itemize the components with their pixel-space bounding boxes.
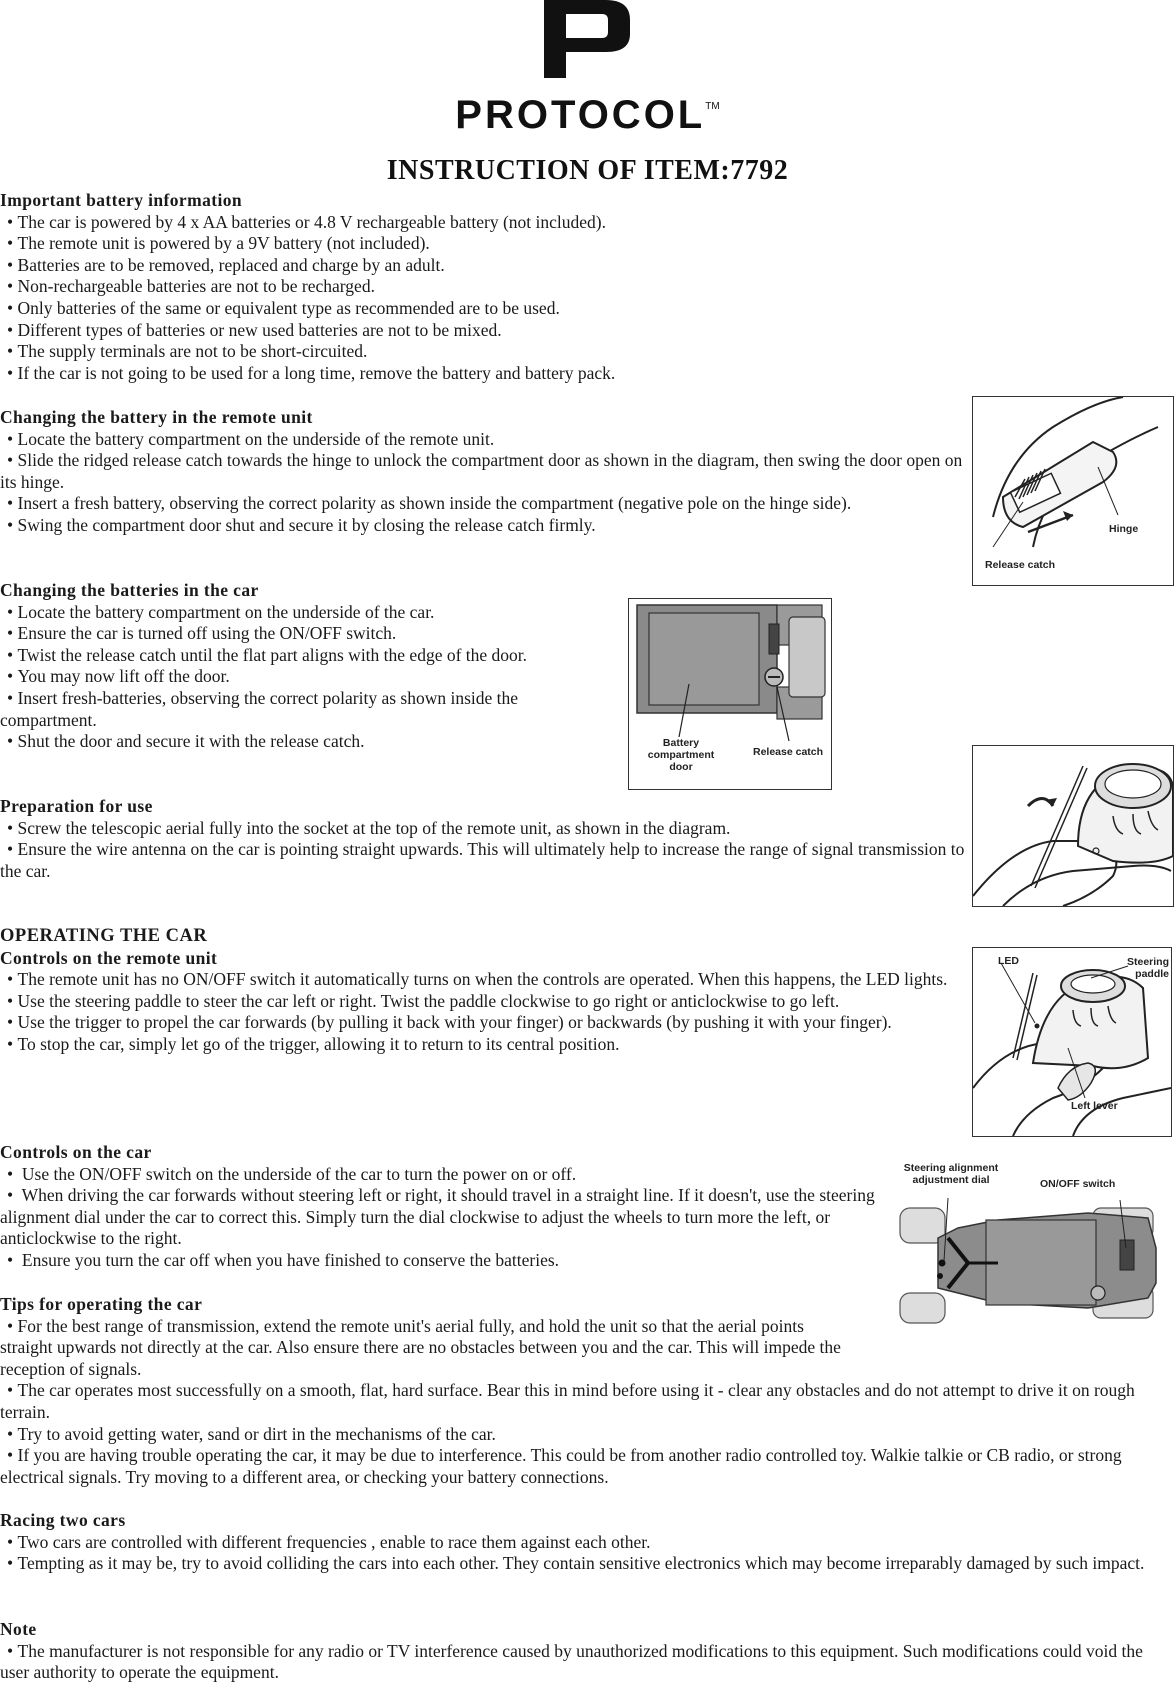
aerial-diagram: [973, 746, 1173, 906]
label-release-catch: Release catch: [985, 559, 1056, 571]
list-item: • Use the ON/OFF switch on the underside of the car to turn the power on or off.: [0, 1164, 875, 1186]
section-heading: Note: [0, 1619, 37, 1639]
figure-car-controls: [888, 1158, 1172, 1326]
list-item: • Twist the release catch until the flat part aligns with the edge of the door.: [0, 645, 610, 667]
list-item: • The car operates most successfully on a smooth, flat, hard surface. Bear this in mind before using it - clear any obstacles and do not attempt to drive it on rough terrain.: [0, 1380, 1170, 1423]
list-item: • Use the steering paddle to steer the car left or right. Twist the paddle clockwise to go right or anticlockwise to go left.: [0, 991, 955, 1013]
list-item: • Try to avoid getting water, sand or dirt in the mechanisms of the car.: [0, 1424, 1170, 1446]
list-item: • You may now lift off the door.: [0, 666, 610, 688]
list-item: • Different types of batteries or new used batteries are not to be mixed.: [0, 320, 760, 342]
label-hinge: Hinge: [1109, 523, 1139, 535]
section-heading: Racing two cars: [0, 1510, 126, 1530]
list-item: • Batteries are to be removed, replaced and charge by an adult.: [0, 255, 760, 277]
trademark: TM: [705, 101, 720, 112]
list-item: • Tempting as it may be, try to avoid colliding the cars into each other. They contain sensitive electronics which may become irreparably damaged by such impact.: [0, 1553, 1170, 1575]
list-item: • Swing the compartment door shut and secure it by closing the release catch firmly.: [0, 515, 965, 537]
list-item: • The car is powered by 4 x AA batteries or 4.8 V rechargeable battery (not included).: [0, 212, 760, 234]
list-item: • Locate the battery compartment on the underside of the car.: [0, 602, 610, 624]
label-left-lever: Left lever: [1071, 1100, 1118, 1112]
list-item: • The supply terminals are not to be short-circuited.: [0, 341, 760, 363]
list-item: • For the best range of transmission, extend the remote unit's aerial fully, and hold the unit so that the aerial points straight upwards not directly at the car. Also ensure there are no obstacles between you and the car. This will impede the reception of signals.: [0, 1316, 860, 1381]
list-item: • Use the trigger to propel the car forwards (by pulling it back with your finger) or backwards (by pushing it with your finger).: [0, 1012, 955, 1034]
list-item: • Locate the battery compartment on the underside of the remote unit.: [0, 429, 965, 451]
list-item: • The remote unit is powered by a 9V battery (not included).: [0, 233, 760, 255]
figure-remote-controls: [972, 947, 1172, 1137]
section-car-controls: [0, 1142, 875, 1272]
list-item: • When driving the car forwards without steering left or right, it should travel in a straight line. If it doesn't, use the steering alignment dial under the car to correct this. Simply turn the dial clockwise to adjust the wheels to turn more the left, or anticlockwise to the right.: [0, 1185, 875, 1250]
section-operating: [0, 926, 955, 1056]
list-item: • If you are having trouble operating the car, it may be due to interference. This could be from another radio controlled toy. Walkie talkie or CB radio, or strong electrical signals. Try moving to a different area, or checking your battery connections.: [0, 1445, 1170, 1488]
section-battery-info: [0, 190, 760, 384]
label-release-catch: Release catch: [753, 746, 824, 758]
list-item: • The manufacturer is not responsible for any radio or TV interference caused by unauthorized modifications to this equipment. Such modifications could void the user authority to operate the equipment.: [0, 1641, 1165, 1684]
section-heading: Controls on the remote unit: [0, 947, 218, 968]
list-item: • Ensure the wire antenna on the car is pointing straight upwards. This will ultimately help to increase the range of signal transmission to the car.: [0, 839, 965, 882]
section-note: [0, 1619, 1165, 1684]
list-item: • The remote unit has no ON/OFF switch it automatically turns on when the controls are operated. When this happens, the LED lights.: [0, 969, 955, 991]
section-heading: Changing the battery in the remote unit: [0, 407, 313, 427]
section-heading: Changing the batteries in the car: [0, 580, 259, 600]
section-heading: Tips for operating the car: [0, 1294, 203, 1314]
figure-remote-battery: [972, 396, 1174, 586]
section-preparation: [0, 796, 965, 882]
document-title: INSTRUCTION OF ITEM:7792: [386, 155, 789, 186]
list-item: • If the car is not going to be used for a long time, remove the battery and battery pack.: [0, 363, 760, 385]
label-steering-paddle: Steering paddle: [1126, 956, 1169, 980]
section-heading: Preparation for use: [0, 796, 153, 816]
list-item: • Ensure you turn the car off when you have finished to conserve the batteries.: [0, 1250, 875, 1272]
section-remote-battery: [0, 407, 965, 537]
label-onoff-switch: ON/OFF switch: [1040, 1178, 1116, 1190]
remote-battery-diagram: [973, 397, 1173, 585]
list-item: • Insert fresh-batteries, observing the correct polarity as shown inside the compartment.: [0, 688, 610, 731]
label-battery-door: Battery compartment door: [647, 737, 715, 773]
list-item: • Screw the telescopic aerial fully into the socket at the top of the remote unit, as shown in the diagram.: [0, 818, 965, 840]
label-steering-dial: Steering alignment adjustment dial: [903, 1162, 999, 1186]
label-led: LED: [998, 955, 1019, 967]
protocol-logo: [544, 0, 630, 78]
figure-car-battery: [628, 598, 832, 790]
list-item: • Slide the ridged release catch towards the hinge to unlock the compartment door as shown in the diagram, then swing the door open on its hinge.: [0, 450, 965, 493]
list-item: • Shut the door and secure it with the release catch.: [0, 731, 610, 753]
list-item: • Non-rechargeable batteries are not to be recharged.: [0, 276, 760, 298]
brand-name: PROTOCOL™: [455, 93, 720, 137]
section-car-batteries: [0, 580, 610, 753]
list-item: • Insert a fresh battery, observing the correct polarity as shown inside the compartment (negative pole on the hinge side).: [0, 493, 965, 515]
section-racing: [0, 1510, 1170, 1575]
section-heading: Controls on the car: [0, 1142, 152, 1162]
list-item: • Only batteries of the same or equivalent type as recommended are to be used.: [0, 298, 760, 320]
section-heading: Important battery information: [0, 190, 242, 210]
figure-aerial: [972, 745, 1174, 907]
list-item: • To stop the car, simply let go of the trigger, allowing it to return to its central position.: [0, 1034, 955, 1056]
section-title: OPERATING THE CAR: [0, 926, 208, 946]
list-item: • Two cars are controlled with different frequencies , enable to race them against each other.: [0, 1532, 1170, 1554]
list-item: • Ensure the car is turned off using the ON/OFF switch.: [0, 623, 610, 645]
